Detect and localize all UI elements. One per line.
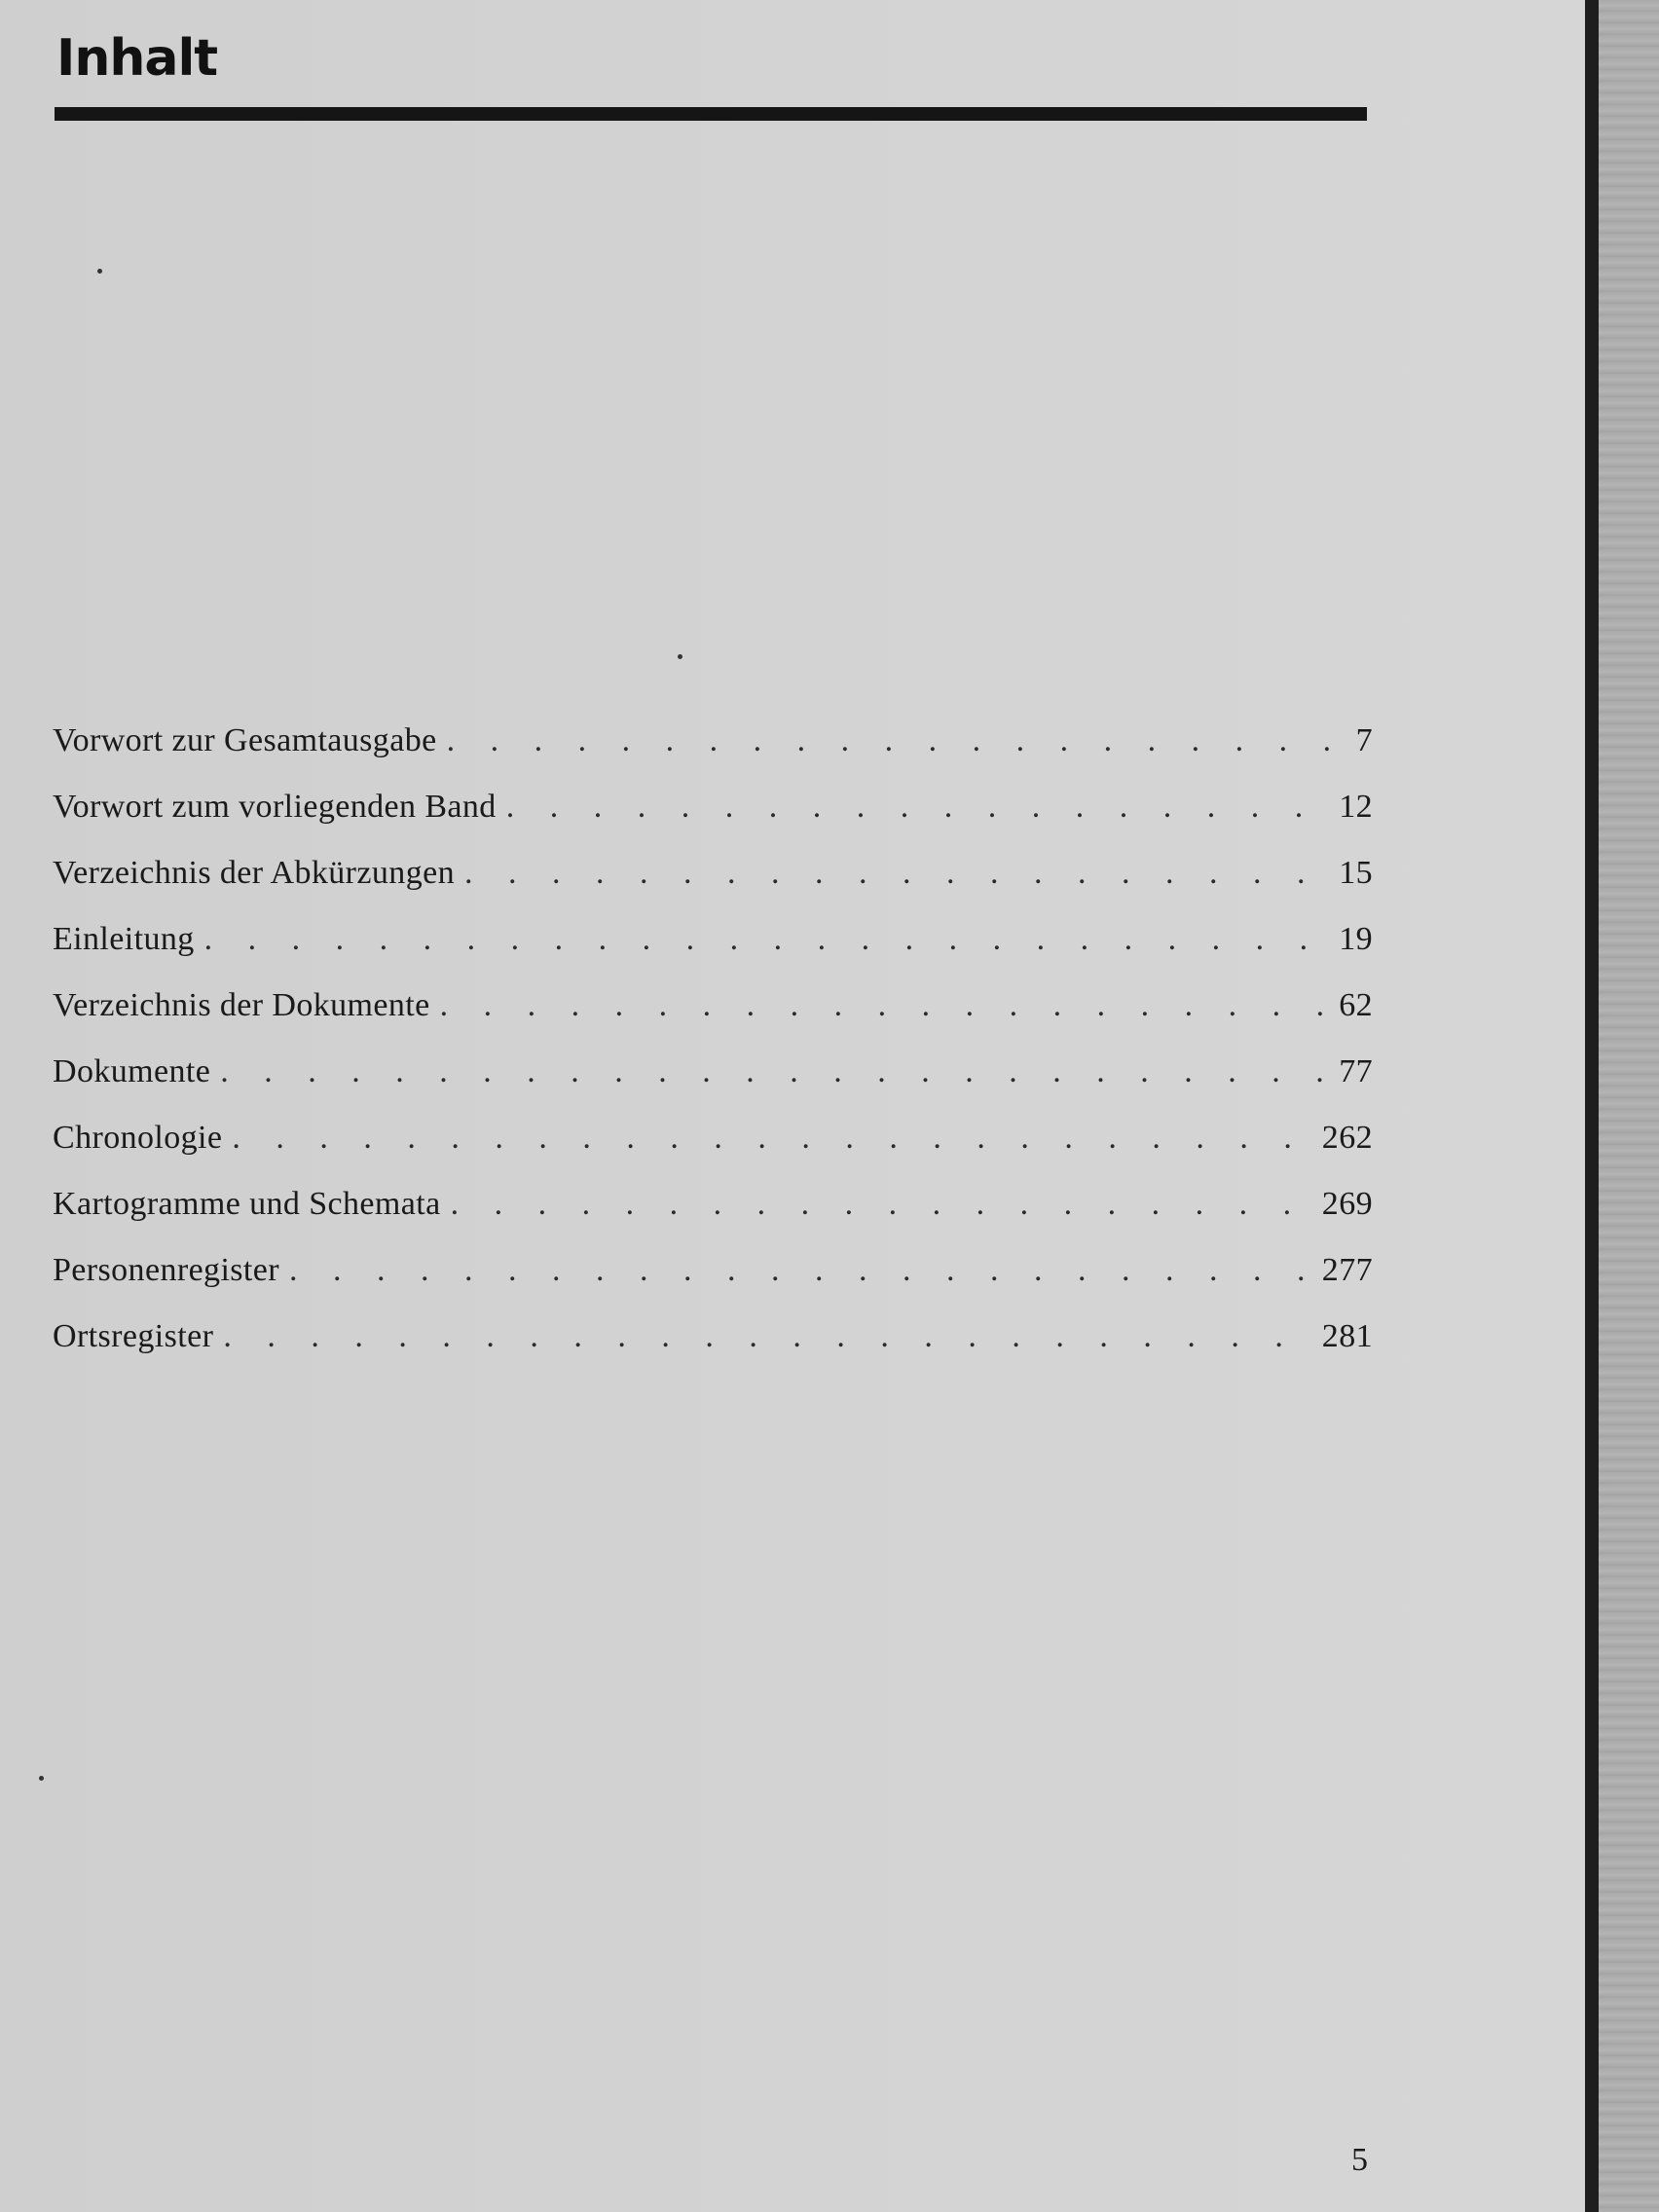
toc-entry[interactable] — [53, 1053, 1373, 1120]
toc-entry-title: Einleitung — [53, 921, 195, 957]
toc-entry[interactable] — [53, 987, 1373, 1053]
toc-entry[interactable] — [53, 1120, 1373, 1186]
toc-dot-leader — [223, 1318, 1311, 1355]
toc-entry[interactable] — [53, 722, 1373, 789]
background-surface — [1599, 0, 1659, 2212]
page-heading: Inhalt — [56, 29, 218, 88]
toc-entry-title: Chronologie — [53, 1120, 223, 1156]
toc-entry-title: Kartogramme und Schemata — [53, 1186, 441, 1222]
toc-dot-leader — [451, 1186, 1312, 1223]
toc-dot-leader — [506, 789, 1329, 826]
toc-entry-title: Ortsregister — [53, 1318, 214, 1354]
stray-mark — [39, 1776, 44, 1781]
toc-entry-page: 277 — [1321, 1252, 1373, 1288]
toc-entry-title: Vorwort zur Gesamtausgabe — [53, 722, 437, 758]
toc-dot-leader — [464, 855, 1329, 892]
table-of-contents — [53, 722, 1373, 1384]
stray-mark — [97, 269, 102, 274]
toc-entry-title: Dokumente — [53, 1053, 211, 1089]
toc-entry[interactable] — [53, 921, 1373, 987]
toc-entry-page: 15 — [1339, 855, 1373, 891]
toc-entry-page: 262 — [1321, 1120, 1373, 1156]
toc-entry[interactable] — [53, 855, 1373, 921]
toc-entry-page: 12 — [1339, 789, 1373, 825]
toc-entry-page: 7 — [1355, 722, 1373, 758]
toc-entry-title: Verzeichnis der Abkürzungen — [53, 855, 455, 891]
stray-mark — [678, 654, 682, 659]
toc-dot-leader — [440, 987, 1330, 1024]
toc-entry-page: 281 — [1321, 1318, 1373, 1354]
toc-entry-title: Personenregister — [53, 1252, 279, 1288]
toc-entry-page: 19 — [1339, 921, 1373, 957]
toc-dot-leader — [289, 1252, 1312, 1289]
toc-entry[interactable] — [53, 1318, 1373, 1384]
toc-entry-page: 62 — [1339, 987, 1373, 1023]
toc-entry-title: Verzeichnis der Dokumente — [53, 987, 430, 1023]
toc-entry-title: Vorwort zum vorliegenden Band — [53, 789, 497, 825]
toc-dot-leader — [232, 1120, 1311, 1157]
page-edge-shadow — [1585, 0, 1599, 2212]
toc-dot-leader — [204, 921, 1330, 958]
toc-entry[interactable] — [53, 1186, 1373, 1252]
toc-entry-page: 269 — [1321, 1186, 1373, 1222]
toc-dot-leader — [220, 1053, 1329, 1090]
toc-entry[interactable] — [53, 789, 1373, 855]
toc-entry[interactable] — [53, 1252, 1373, 1318]
toc-dot-leader — [447, 722, 1334, 759]
heading-rule — [55, 107, 1367, 121]
page-number: 5 — [1351, 2142, 1368, 2178]
toc-entry-page: 77 — [1339, 1053, 1373, 1089]
